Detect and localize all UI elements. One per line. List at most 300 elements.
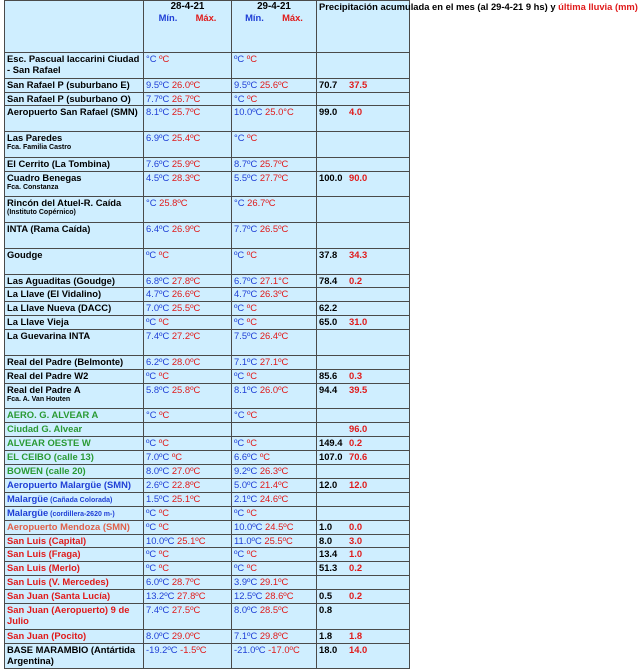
- temp-min: 4.7ºC: [234, 288, 258, 300]
- table-row: [5, 534, 410, 548]
- temp-max: 27.8ºC: [174, 590, 206, 602]
- temp-max: 24.6ºC: [257, 492, 289, 504]
- precip-cell: [317, 330, 410, 356]
- temp-max: 26.4ºC: [257, 330, 289, 342]
- precip-month: 85.6: [319, 369, 338, 381]
- station-name: ALVEAR OESTE W: [7, 437, 91, 449]
- station-name: San Rafael P (suburbano E): [7, 78, 130, 90]
- precip-month: 94.4: [319, 383, 338, 395]
- precip-cell: [317, 157, 410, 171]
- temp-min: 8.0ºC: [146, 464, 170, 476]
- temp-min: ºC: [146, 562, 157, 574]
- temp-29-cell: [232, 520, 317, 534]
- station-name: San Luis (Capital): [7, 534, 87, 546]
- table-row: [5, 248, 410, 274]
- temp-min: ºC: [234, 548, 245, 560]
- temp-min: 7.7ºC: [234, 223, 258, 235]
- table-row: [5, 197, 410, 223]
- temp-min: 8.7ºC: [234, 157, 258, 169]
- temp-max: 25.5ºC: [261, 534, 293, 546]
- temp-min: 7.4ºC: [146, 330, 170, 342]
- weather-table: [4, 0, 638, 669]
- temp-max: 26.0ºC: [257, 383, 289, 395]
- temp-29-cell: [232, 562, 317, 576]
- temp-max: 26.0ºC: [169, 78, 201, 90]
- temp-max: 22.8ºC: [169, 478, 201, 490]
- table-row: [5, 562, 410, 576]
- table-row: [5, 302, 410, 316]
- temp-29-cell: [232, 171, 317, 197]
- station-name-cell: [5, 629, 144, 643]
- temp-29-cell: [232, 157, 317, 171]
- station-name: Goudge: [7, 248, 43, 260]
- temp-min: 5.8ºC: [146, 383, 170, 395]
- temp-min: °C: [146, 409, 157, 421]
- temp-29-cell: [232, 451, 317, 465]
- table-row: [5, 451, 410, 465]
- temp-min: -21.0ºC: [234, 643, 266, 655]
- temp-max: 29.1ºC: [257, 576, 289, 588]
- precip-cell: [317, 369, 410, 383]
- table-row: [5, 423, 410, 437]
- temp-29-cell: [232, 92, 317, 106]
- precip-cell: [317, 423, 410, 437]
- table-row: [5, 171, 410, 197]
- precip-last: 0.2: [349, 274, 363, 286]
- station-name-cell: [5, 383, 144, 409]
- precip-last: 96.0: [349, 423, 368, 435]
- station-name: La Llave (El Vidalino): [7, 288, 102, 300]
- precip-cell: [317, 478, 410, 492]
- station-name: Aeropuerto San Rafael (SMN): [7, 106, 138, 118]
- temp-29-cell: [232, 132, 317, 158]
- precip-cell: [317, 302, 410, 316]
- temp-min: 7.5ºC: [234, 330, 258, 342]
- temp-min: -19.2ºC: [146, 643, 178, 655]
- temp-max: ºC: [244, 132, 258, 144]
- temp-29-cell: [232, 197, 317, 223]
- temp-29-cell: [232, 437, 317, 451]
- station-subname: (Instituto Copérnico): [7, 209, 76, 217]
- station-name: Rincón del Atuel-R. Caída: [7, 197, 122, 209]
- temp-min: 12.5ºC: [234, 590, 263, 602]
- temp-min: 9.5ºC: [234, 78, 258, 90]
- table-row: [5, 316, 410, 330]
- temp-min: 8.0ºC: [146, 629, 170, 641]
- temp-max: 25.7ºC: [169, 106, 201, 118]
- date2-label: 29-4-21: [257, 1, 291, 12]
- temp-29-cell: [232, 629, 317, 643]
- precip-cell: [317, 383, 410, 409]
- temp-28-cell: [144, 106, 232, 132]
- precip-cell: [317, 223, 410, 249]
- date1-label: 28-4-21: [170, 1, 205, 12]
- station-name-cell: [5, 106, 144, 132]
- station-name: Malargüe: [7, 506, 49, 518]
- temp-max: ºC: [244, 506, 258, 518]
- precip-last: 70.6: [349, 451, 368, 463]
- temp-min: 4.7ºC: [146, 288, 170, 300]
- precip-cell: [317, 197, 410, 223]
- precip-cell: [317, 520, 410, 534]
- temp-max: 25.1ºC: [169, 492, 201, 504]
- temp-28-cell: [144, 197, 232, 223]
- precip-month: 51.3: [319, 562, 338, 574]
- temp-28-cell: [144, 92, 232, 106]
- temp-min: 6.2ºC: [146, 355, 170, 367]
- temp-29-cell: [232, 409, 317, 423]
- temp-min: ºC: [146, 248, 157, 260]
- precip-month: 13.4: [319, 548, 338, 560]
- temp-29-cell: [232, 288, 317, 302]
- temp-max: 26.9ºC: [169, 223, 201, 235]
- table-row: [5, 590, 410, 604]
- precip-cell: [317, 437, 410, 451]
- temp-28-cell: [144, 157, 232, 171]
- temp-28-cell: [144, 383, 232, 409]
- station-subname: (cordillera-2620 m-): [48, 510, 115, 518]
- precip-last: 0.2: [349, 562, 363, 574]
- station-name-cell: [5, 274, 144, 288]
- station-name-cell: [5, 171, 144, 197]
- table-row: [5, 330, 410, 356]
- station-name-cell: [5, 223, 144, 249]
- precip-last: 34.3: [349, 248, 368, 260]
- station-subname: (Cañada Colorada): [48, 496, 113, 504]
- station-name-cell: [5, 197, 144, 223]
- station-name-cell: [5, 78, 144, 92]
- temp-29-cell: [232, 464, 317, 478]
- station-name-cell: [5, 423, 144, 437]
- temp-29-cell: [232, 274, 317, 288]
- temp-max: 27.0ºC: [169, 464, 201, 476]
- temp-28-cell: [144, 437, 232, 451]
- precip-cell: [317, 92, 410, 106]
- precip-cell: [317, 132, 410, 158]
- station-name-cell: [5, 157, 144, 171]
- date2-max-label: Máx.: [282, 12, 303, 23]
- precip-cell: [317, 576, 410, 590]
- table-row: [5, 604, 410, 630]
- station-name: Las Aguaditas (Goudge): [7, 274, 115, 286]
- temp-max: 25.5ºC: [169, 302, 201, 314]
- precip-month: 0.5: [319, 590, 333, 602]
- temp-max: ºC: [244, 316, 258, 328]
- date1-min-label: Mín.: [158, 12, 178, 23]
- temp-max: ºC: [169, 451, 183, 463]
- station-subname: Fca. Constanza: [7, 183, 59, 191]
- precip-header-last-rain: última lluvia (mm): [558, 1, 638, 12]
- temp-min: 8.1ºC: [234, 383, 258, 395]
- station-name-cell: [5, 248, 144, 274]
- station-name-cell: [5, 576, 144, 590]
- table-row: [5, 506, 410, 520]
- precip-cell: [317, 506, 410, 520]
- temp-29-cell: [232, 478, 317, 492]
- precip-cell: [317, 53, 410, 79]
- temp-29-cell: [232, 78, 317, 92]
- temp-max: 25.4ºC: [169, 132, 201, 144]
- station-name-cell: [5, 92, 144, 106]
- temp-28-cell: [144, 478, 232, 492]
- temp-max: ºC: [244, 369, 258, 381]
- temp-max: 25.8ºC: [156, 197, 188, 209]
- temp-max: ºC: [156, 248, 170, 260]
- station-name-cell: [5, 409, 144, 423]
- temp-min: 7.6ºC: [146, 157, 170, 169]
- temp-min: 9.2ºC: [234, 464, 258, 476]
- precip-cell: [317, 629, 410, 643]
- temp-min: 11.0ºC: [234, 534, 262, 546]
- temp-min: 3.9ºC: [234, 576, 258, 588]
- temp-29-cell: [232, 576, 317, 590]
- precip-month: 65.0: [319, 316, 338, 328]
- table-row: [5, 274, 410, 288]
- temp-28-cell: [144, 78, 232, 92]
- station-name: Malargüe: [7, 492, 49, 504]
- precip-last: 39.5: [349, 383, 368, 395]
- temp-28-cell: [144, 492, 232, 506]
- table-row: [5, 53, 410, 79]
- station-name: BOWEN (calle 20): [7, 464, 86, 476]
- precip-cell: [317, 355, 410, 369]
- temp-28-cell: [144, 171, 232, 197]
- station-name-cell: [5, 53, 144, 79]
- precip-month: 100.0: [319, 171, 343, 183]
- station-subname: Fca. A. Van Houten: [7, 395, 71, 403]
- station-name-cell: [5, 369, 144, 383]
- table-row: [5, 92, 410, 106]
- header-blank-cell: [5, 1, 144, 53]
- temp-max: 27.2ºC: [169, 330, 201, 342]
- station-name: San Juan (Pocito): [7, 629, 87, 641]
- temp-min: 6.9ºC: [146, 132, 170, 144]
- temp-max: ºC: [244, 437, 258, 449]
- temp-28-cell: [144, 288, 232, 302]
- precip-last: 1.0: [349, 548, 363, 560]
- temp-29-cell: [232, 330, 317, 356]
- station-name-cell: [5, 464, 144, 478]
- table-row: [5, 383, 410, 409]
- table-row: [5, 520, 410, 534]
- temp-min: 13.2ºC: [146, 590, 175, 602]
- table-row: [5, 223, 410, 249]
- temp-29-cell: [232, 53, 317, 79]
- station-name-cell: [5, 302, 144, 316]
- temp-min: 5.5ºC: [234, 171, 258, 183]
- temp-min: 6.4ºC: [146, 223, 170, 235]
- temp-29-cell: [232, 604, 317, 630]
- temp-max: -17.0ºC: [265, 643, 300, 655]
- precip-cell: [317, 492, 410, 506]
- temp-min: 10.0ºC: [234, 520, 263, 532]
- temp-max: ºC: [244, 302, 258, 314]
- table-row: [5, 132, 410, 158]
- temp-min: 9.5ºC: [146, 78, 170, 90]
- temp-max: 27.1ºC: [257, 355, 289, 367]
- table-row: [5, 78, 410, 92]
- station-name-cell: [5, 330, 144, 356]
- table-row: [5, 492, 410, 506]
- station-name: BASE MARAMBIO (Antártida Argentina): [7, 643, 136, 666]
- temp-min: 6.7ºC: [234, 274, 258, 286]
- temp-max: ºC: [244, 409, 258, 421]
- temp-29-cell: [232, 423, 317, 437]
- precip-month: 1.0: [319, 520, 333, 532]
- precip-cell: [317, 274, 410, 288]
- temp-min: ºC: [146, 506, 157, 518]
- precip-last: 4.0: [349, 106, 363, 118]
- precip-last: 3.0: [349, 534, 363, 546]
- precip-cell: [317, 562, 410, 576]
- temp-29-cell: [232, 590, 317, 604]
- temp-max: ºC: [244, 53, 258, 64]
- precip-month: 0.8: [319, 604, 333, 616]
- temp-max: ºC: [244, 562, 258, 574]
- station-name-cell: [5, 506, 144, 520]
- precip-month: 18.0: [319, 643, 338, 655]
- temp-28-cell: [144, 534, 232, 548]
- date1-minmax: [146, 12, 229, 23]
- temp-28-cell: [144, 274, 232, 288]
- temp-min: ºC: [234, 506, 245, 518]
- station-name-cell: [5, 562, 144, 576]
- temp-29-cell: [232, 506, 317, 520]
- precip-cell: [317, 288, 410, 302]
- temp-min: ºC: [234, 316, 245, 328]
- station-name-cell: [5, 288, 144, 302]
- precip-cell: [317, 409, 410, 423]
- temp-29-cell: [232, 223, 317, 249]
- temp-min: ºC: [234, 53, 245, 64]
- temp-28-cell: [144, 590, 232, 604]
- precip-month: 70.7: [319, 78, 338, 90]
- station-name-cell: [5, 451, 144, 465]
- temp-28-cell: [144, 520, 232, 534]
- temp-max: 25.0°C: [262, 106, 294, 118]
- temp-min: 8.1ºC: [146, 106, 170, 118]
- date1-max-label: Máx.: [195, 12, 217, 23]
- temp-max: 26.7ºC: [169, 92, 201, 104]
- temp-28-cell: [144, 409, 232, 423]
- station-name: Las Paredes: [7, 132, 63, 144]
- station-name-cell: [5, 316, 144, 330]
- precip-cell: [317, 643, 410, 669]
- temp-max: ºC: [156, 548, 170, 560]
- header-precip-cell: [317, 1, 638, 53]
- station-name-cell: [5, 478, 144, 492]
- temp-min: 4.5ºC: [146, 171, 170, 183]
- precip-last: 0.0: [349, 520, 363, 532]
- temp-28-cell: [144, 355, 232, 369]
- temp-min: ºC: [146, 520, 157, 532]
- precip-header-text: Precipitación acumulada en el mes (al 29-4-21 9 hs) y: [319, 1, 556, 12]
- table-row: [5, 106, 410, 132]
- temp-max: 25.7ºC: [257, 157, 289, 169]
- temp-max: 25.1ºC: [174, 534, 206, 546]
- precip-last: 0.3: [349, 369, 363, 381]
- station-name-cell: [5, 132, 144, 158]
- station-name: Aeropuerto Mendoza (SMN): [7, 520, 130, 532]
- temp-max: 25.6ºC: [257, 78, 289, 90]
- temp-min: °C: [234, 132, 245, 144]
- temp-min: 2.6ºC: [146, 478, 170, 490]
- temp-29-cell: [232, 534, 317, 548]
- temp-max: 26.3ºC: [257, 464, 289, 476]
- precip-cell: [317, 534, 410, 548]
- temp-max: ºC: [156, 520, 170, 532]
- station-name: San Juan (Aeropuerto) 9 de Julio: [7, 604, 130, 627]
- temp-max: 26.5ºC: [257, 223, 289, 235]
- temp-max: 27.8ºC: [169, 274, 201, 286]
- precip-cell: [317, 106, 410, 132]
- temp-max: 28.6ºC: [262, 590, 294, 602]
- temp-max: ºC: [156, 53, 170, 64]
- temp-max: 27.7ºC: [257, 171, 289, 183]
- temp-29-cell: [232, 106, 317, 132]
- temp-min: ºC: [234, 369, 245, 381]
- temp-28-cell: [144, 451, 232, 465]
- temp-min: 8.0ºC: [234, 604, 258, 616]
- temp-min: °C: [146, 197, 157, 209]
- precip-cell: [317, 451, 410, 465]
- station-name: San Luis (Fraga): [7, 548, 81, 560]
- temp-max: 21.4ºC: [257, 478, 289, 490]
- temp-28-cell: [144, 53, 232, 79]
- temp-max: ºC: [156, 506, 170, 518]
- station-name-cell: [5, 643, 144, 669]
- precip-cell: [317, 590, 410, 604]
- station-name: AERO. G. ALVEAR A: [7, 409, 99, 421]
- temp-min: 7.0ºC: [146, 451, 170, 463]
- station-name-cell: [5, 520, 144, 534]
- precip-last: 90.0: [349, 171, 368, 183]
- temp-29-cell: [232, 643, 317, 669]
- station-name: Cuadro Benegas: [7, 171, 82, 183]
- temp-28-cell: [144, 506, 232, 520]
- station-name: San Rafael P (suburbano O): [7, 92, 131, 104]
- temp-min: 7.1ºC: [234, 629, 258, 641]
- precip-last: 31.0: [349, 316, 368, 328]
- station-name: Aeropuerto Malargüe (SMN): [7, 478, 131, 490]
- temp-28-cell: [144, 643, 232, 669]
- date2-min-label: Mín.: [245, 12, 264, 23]
- station-subname: Fca. Familia Castro: [7, 144, 72, 152]
- temp-max: 26.7ºC: [244, 197, 276, 209]
- station-name-cell: [5, 534, 144, 548]
- temp-min: ºC: [234, 562, 245, 574]
- temp-29-cell: [232, 492, 317, 506]
- temp-28-cell: [144, 548, 232, 562]
- temp-29-cell: [232, 355, 317, 369]
- temp-min: 7.1ºC: [234, 355, 258, 367]
- temp-max: 27.5ºC: [169, 604, 201, 616]
- temp-min: 10.0ºC: [234, 106, 263, 118]
- temp-max: 27.1°C: [257, 274, 289, 286]
- station-name: Real del Padre W2: [7, 369, 89, 381]
- station-name-cell: [5, 548, 144, 562]
- temp-min: 6.6ºC: [234, 451, 258, 463]
- header-date2-cell: [232, 1, 317, 53]
- precip-last: 12.0: [349, 478, 368, 490]
- station-name-cell: [5, 437, 144, 451]
- temp-max: ºC: [244, 548, 258, 560]
- temp-max: ºC: [156, 316, 170, 328]
- temp-min: 7.0ºC: [146, 302, 170, 314]
- temp-max: 28.3ºC: [169, 171, 201, 183]
- table-row: [5, 478, 410, 492]
- station-name-cell: [5, 355, 144, 369]
